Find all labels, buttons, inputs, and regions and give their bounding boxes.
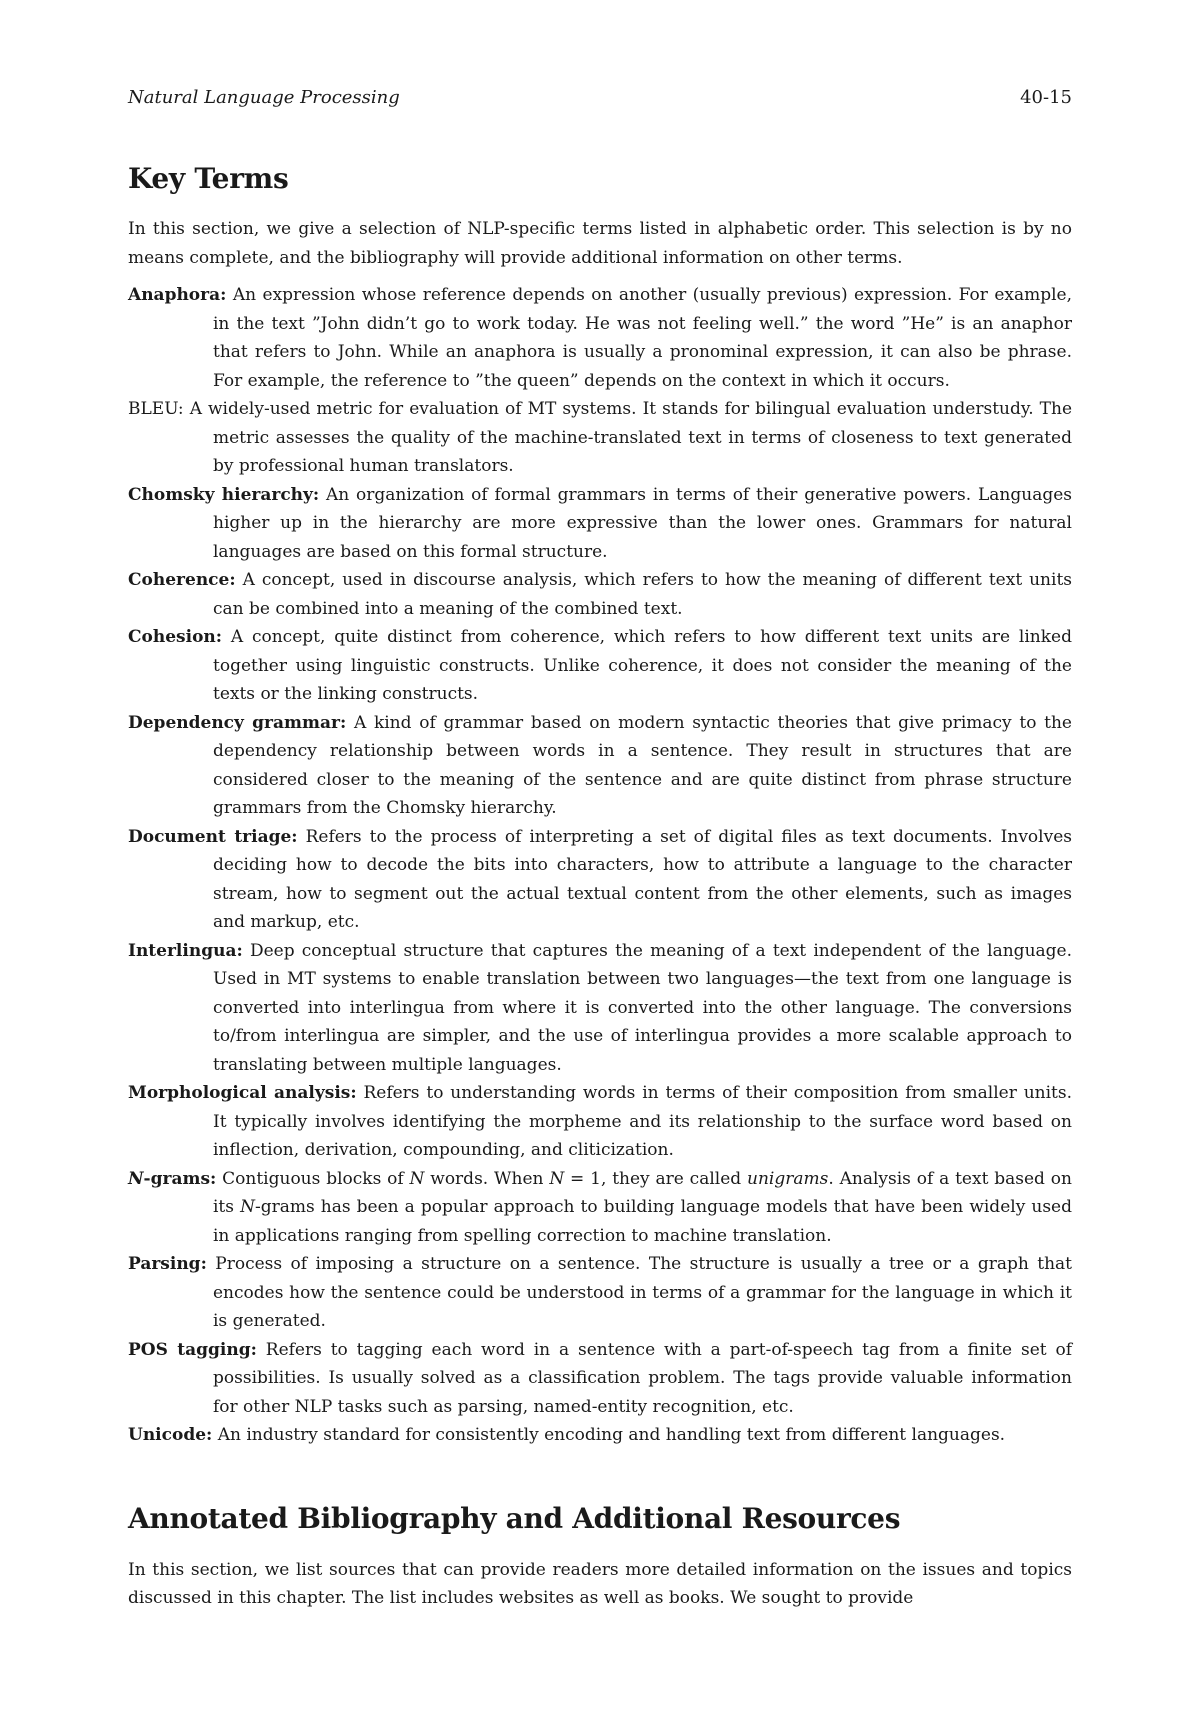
term-label: Parsing: (128, 1254, 207, 1274)
definition-text: . Analysis of a text based on its (213, 1168, 1072, 1217)
bibliography-intro: In this section, we list sources that can provide readers more detailed information on the issues and topics discussed in this chapter. The list includes websites as well as books. We sought to provide (128, 1559, 1072, 1608)
term-definition: Process of imposing a structure on a sentence. The structure is usually a tree or a graph that encodes how the sentence could be understood in terms of a grammar for the language in which it is generated. (213, 1254, 1072, 1331)
term-entry-chomsky-hierarchy (128, 481, 1072, 567)
term-label: Cohesion: (128, 627, 223, 647)
term-entry-coherence (128, 566, 1072, 623)
definition-text: words. When (424, 1168, 550, 1189)
page-number: 40-15 (1020, 87, 1072, 108)
term-definition: An industry standard for consistently encoding and handling text from different languages. (217, 1425, 1006, 1445)
definition-text: Contiguous blocks of (222, 1168, 410, 1189)
term-definition (213, 1169, 1072, 1246)
term-label: Interlingua: (128, 940, 243, 961)
definition-variable: N (409, 1168, 425, 1189)
key-terms-list (128, 281, 1072, 1450)
term-label: BLEU: (128, 399, 184, 419)
term-label-suffix: -grams: (143, 1168, 217, 1189)
term-definition: Refers to tagging each word in a sentence with a part-of-speech tag from a finite set of possibilities. Is usually solved as a classification problem. The tags provide valuable information for other NLP tasks such as parsing, named-entity recognition, etc. (213, 1339, 1072, 1417)
key-terms-intro: In this section, we give a selection of NLP-specific terms listed in alphabetic order. This selection is by no means complete, and the bibliography will provide additional information on other terms. (128, 219, 1072, 268)
running-head-title: Natural Language Processing (128, 87, 400, 108)
page (128, 86, 1072, 1613)
term-entry-anaphora (128, 281, 1072, 395)
definition-text: -grams has been a popular approach to building language models that have been widely used in applications ranging from spelling correction to machine translation. (213, 1197, 1072, 1246)
term-definition: Deep conceptual structure that captures the meaning of a text independent of the language. Used in MT systems to enable translation between two languages—the text from one language is converted into interlingua from where it is converted into the other language. The conversions to/from interlingua are simpler, and the use of interlingua provides a more scalable approach to translating between multiple languages. (213, 940, 1072, 1075)
term-entry-morphological-analysis (128, 1079, 1072, 1165)
term-label: Anaphora: (128, 285, 227, 305)
term-label: Morphological analysis: (128, 1083, 357, 1103)
term-definition: A widely-used metric for evaluation of MT systems. It stands for bilingual evaluation understudy. The metric assesses the quality of the machine-translated text in terms of closeness to text generated by professional human translators. (189, 399, 1073, 476)
term-entry-cohesion (128, 623, 1072, 709)
term-definition: An organization of formal grammars in terms of their generative powers. Languages higher up in the hierarchy are more expressive than the lower ones. Grammars for natural languages are based on this formal structure. (213, 484, 1072, 562)
definition-text: = 1, they are called (564, 1168, 748, 1189)
term-label: Dependency grammar: (128, 712, 347, 733)
term-label (128, 1169, 216, 1189)
term-label-variable: N (128, 1168, 144, 1189)
term-entry-document-triage (128, 823, 1072, 937)
term-entry-bleu (128, 395, 1072, 481)
term-definition: An expression whose reference depends on another (usually previous) expression. For example, in the text ”John didn’t go to work today. He was not feeling well.” the word ”He” is an anaphor that refers to John. While an anaphora is usually a pronominal expression, it can also be phrase. For example, the reference to ”the queen” depends on the context in which it occurs. (213, 285, 1073, 391)
term-definition: Refers to understanding words in terms of their composition from smaller units. It typically involves identifying the morpheme and its relationship to the surface word based on inflection, derivation, compounding, and cliticization. (213, 1083, 1072, 1160)
term-entry-unicode (128, 1421, 1072, 1450)
definition-emphasis: unigrams (747, 1168, 829, 1189)
term-label: Unicode: (128, 1425, 213, 1445)
definition-variable: N (549, 1168, 565, 1189)
term-entry-interlingua (128, 937, 1072, 1080)
term-entry-n-grams (128, 1165, 1072, 1251)
term-entry-dependency-grammar (128, 709, 1072, 823)
bibliography-heading: Annotated Bibliography and Additional Resources (128, 1501, 901, 1535)
term-label: Document triage: (128, 826, 298, 847)
term-label: Coherence: (128, 570, 236, 590)
term-label: Chomsky hierarchy: (128, 484, 320, 505)
term-entry-parsing (128, 1250, 1072, 1336)
running-head (128, 86, 1072, 118)
term-definition: A concept, quite distinct from coherence, which refers to how different text units are linked together using linguistic constructs. Unlike coherence, it does not consider the meaning of the texts or the linking constructs. (213, 627, 1073, 704)
term-definition: A kind of grammar based on modern syntactic theories that give primacy to the dependency relationship between words in a sentence. They result in structures that are considered closer to the meaning of the sentence and are quite distinct from phrase structure grammars from the Chomsky hierarchy. (213, 712, 1072, 818)
term-label: POS tagging: (128, 1339, 257, 1360)
term-definition: Refers to the process of interpreting a set of digital files as text documents. Involves deciding how to decode the bits into characters, how to attribute a language to the character stream, how to segment out the actual textual content from the other elements, such as images and markup, etc. (213, 826, 1072, 932)
definition-variable: N (240, 1197, 255, 1217)
key-terms-heading: Key Terms (128, 162, 289, 195)
term-definition: A concept, used in discourse analysis, which refers to how the meaning of different text units can be combined into a meaning of the combined text. (213, 570, 1073, 619)
term-entry-pos-tagging (128, 1336, 1072, 1422)
